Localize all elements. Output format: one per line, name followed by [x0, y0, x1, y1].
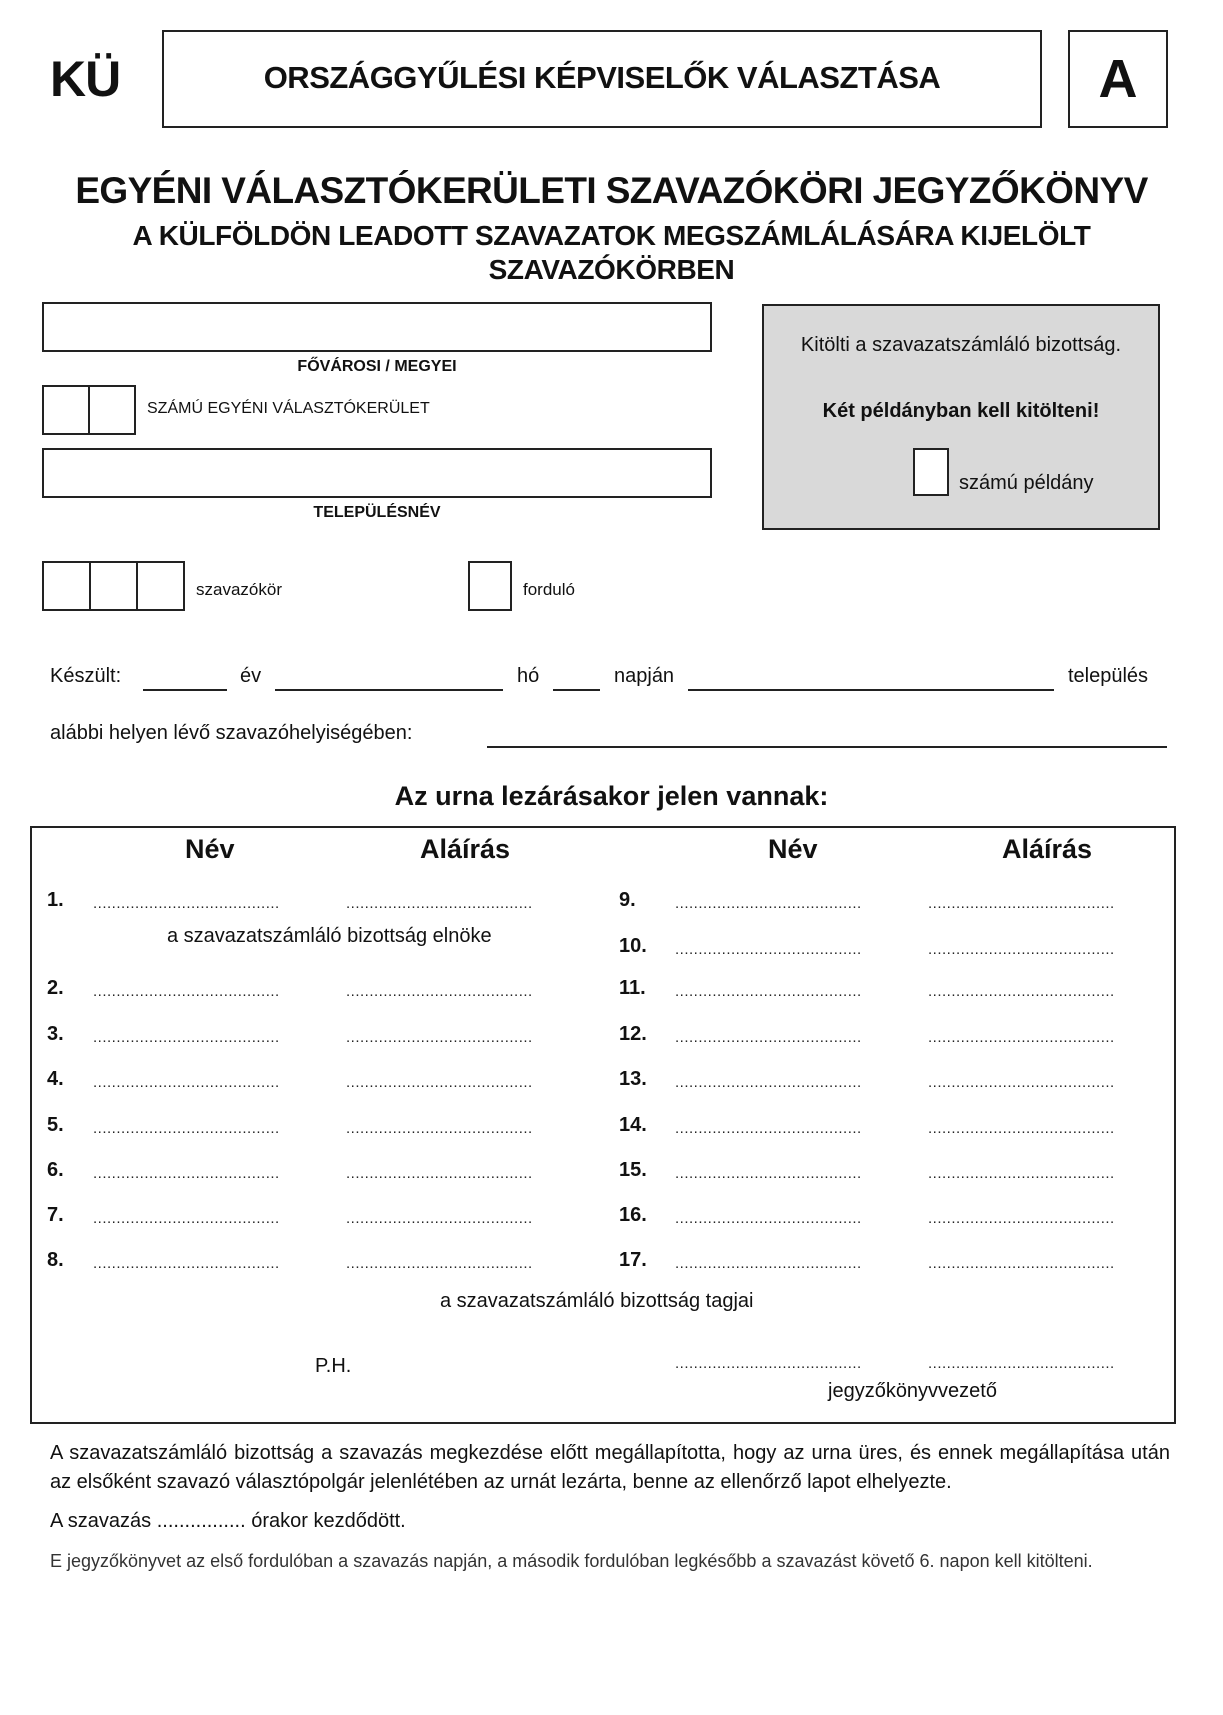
- doc-subtitle-1: A KÜLFÖLDÖN LEADOTT SZAVAZATOK MEGSZÁMLÁLÁSÁRA KIJELÖLT: [132, 220, 1091, 251]
- district-digit-1[interactable]: [42, 385, 90, 435]
- made-prefix: Készült:: [50, 665, 122, 687]
- precinct-digit-1[interactable]: [42, 561, 91, 611]
- left-name-dots[interactable]: ........................................: [93, 1029, 280, 1046]
- start-prefix: A szavazás: [50, 1510, 152, 1532]
- right-name-dots[interactable]: ........................................: [675, 1210, 862, 1227]
- copy-label: számú példány: [959, 472, 1094, 494]
- precinct-label: szavazókör: [196, 580, 282, 599]
- right-name-dots[interactable]: ........................................: [675, 941, 862, 958]
- right-signature-dots[interactable]: ........................................: [928, 1120, 1115, 1137]
- doc-title: EGYÉNI VÁLASZTÓKERÜLETI SZAVAZÓKÖRI JEGYZŐKÖNYV: [75, 170, 1148, 211]
- recorder-signature-dots[interactable]: ........................................: [928, 1355, 1115, 1372]
- left-signature-dots[interactable]: ........................................: [346, 1029, 533, 1046]
- page-title: ORSZÁGGYŰLÉSI KÉPVISELŐK VÁLASZTÁSA: [263, 60, 941, 95]
- left-name-dots[interactable]: ........................................: [93, 1255, 280, 1272]
- name-header-left: Név: [185, 834, 235, 864]
- month-blank[interactable]: [275, 689, 503, 691]
- left-signature-dots[interactable]: ........................................: [346, 1210, 533, 1227]
- left-name-dots[interactable]: ........................................: [93, 1120, 280, 1137]
- day-label: napján: [614, 665, 675, 687]
- right-name-dots[interactable]: ........................................: [675, 1029, 862, 1046]
- copy-number-box[interactable]: [913, 448, 949, 496]
- precinct-digit-2[interactable]: [89, 561, 138, 611]
- right-signature-dots[interactable]: ........................................: [928, 941, 1115, 958]
- right-row-number: 17.: [619, 1249, 647, 1271]
- settlement-word: település: [1068, 665, 1149, 687]
- right-name-dots[interactable]: ........................................: [675, 1255, 862, 1272]
- right-row-number: 16.: [619, 1204, 647, 1226]
- left-row-number: 6.: [47, 1159, 64, 1181]
- right-row-number: 14.: [619, 1114, 647, 1136]
- right-signature-dots[interactable]: ........................................: [928, 1255, 1115, 1272]
- settlement-field[interactable]: [42, 448, 712, 498]
- round-label: forduló: [523, 580, 575, 599]
- left-name-dots[interactable]: ........................................: [93, 895, 280, 912]
- left-signature-dots[interactable]: ........................................: [346, 1255, 533, 1272]
- form-code: KÜ: [50, 51, 121, 107]
- name-header-right: Név: [768, 834, 818, 864]
- footer-paragraph: A szavazatszámláló bizottság a szavazás megkezdése előtt megállapította, hogy az urna üres, és ennek megállapítása után az elsőként szavazó választópolgár jelenlétében az urnát lezárta, benne az ellenőrző lapot elhelyezte.: [50, 1442, 1170, 1493]
- info-line-2: Két példányban kell kitölteni!: [822, 400, 1100, 422]
- left-name-dots[interactable]: ........................................: [93, 1210, 280, 1227]
- right-name-dots[interactable]: ........................................: [675, 1165, 862, 1182]
- right-row-number: 11.: [619, 977, 646, 999]
- left-signature-dots[interactable]: ........................................: [346, 983, 533, 1000]
- day-blank[interactable]: [553, 689, 600, 691]
- month-label: hó: [517, 665, 540, 687]
- right-row-number: 9.: [619, 889, 636, 911]
- signature-header-left: Aláírás: [420, 834, 511, 864]
- signature-header-right: Aláírás: [1002, 834, 1093, 864]
- left-row-number: 3.: [47, 1023, 64, 1045]
- variant-letter: A: [1098, 49, 1138, 109]
- right-signature-dots[interactable]: ........................................: [928, 983, 1115, 1000]
- left-signature-dots[interactable]: ........................................: [346, 1165, 533, 1182]
- left-signature-dots[interactable]: ........................................: [346, 895, 533, 912]
- left-row-number: 5.: [47, 1114, 64, 1136]
- county-label: FŐVÁROSI / MEGYEI: [297, 358, 457, 375]
- right-name-dots[interactable]: ........................................: [675, 1074, 862, 1091]
- left-row-number: 8.: [47, 1249, 64, 1271]
- recorder-caption: jegyzőkönyvvezető: [828, 1380, 997, 1402]
- start-time-line: [50, 1510, 406, 1533]
- right-row-number: 13.: [619, 1068, 647, 1090]
- district-digit-2[interactable]: [88, 385, 136, 435]
- stamp-label: P.H.: [315, 1355, 352, 1377]
- chair-caption: a szavazatszámláló bizottság elnöke: [167, 925, 492, 947]
- start-suffix: órakor kezdődött.: [251, 1510, 406, 1532]
- place-blank[interactable]: [487, 746, 1167, 748]
- doc-subtitle-2: SZAVAZÓKÖRBEN: [488, 254, 735, 285]
- left-row-number: 4.: [47, 1068, 64, 1090]
- members-caption: a szavazatszámláló bizottság tagjai: [440, 1290, 754, 1312]
- left-row-number: 7.: [47, 1204, 64, 1226]
- right-name-dots[interactable]: ........................................: [675, 983, 862, 1000]
- year-blank[interactable]: [143, 689, 227, 691]
- county-field[interactable]: [42, 302, 712, 352]
- right-signature-dots[interactable]: ........................................: [928, 1074, 1115, 1091]
- left-row-number: 1.: [47, 889, 64, 911]
- settlement-label: TELEPÜLÉSNÉV: [313, 504, 441, 521]
- right-row-number: 10.: [619, 935, 647, 957]
- right-signature-dots[interactable]: ........................................: [928, 1029, 1115, 1046]
- info-line-1: Kitölti a szavazatszámláló bizottság.: [800, 334, 1122, 356]
- right-signature-dots[interactable]: ........................................: [928, 895, 1115, 912]
- left-signature-dots[interactable]: ........................................: [346, 1120, 533, 1137]
- settlement-blank[interactable]: [688, 689, 1054, 691]
- left-name-dots[interactable]: ........................................: [93, 1165, 280, 1182]
- right-row-number: 12.: [619, 1023, 647, 1045]
- left-name-dots[interactable]: ........................................: [93, 983, 280, 1000]
- right-signature-dots[interactable]: ........................................: [928, 1165, 1115, 1182]
- start-time-dots[interactable]: ................: [156, 1510, 246, 1532]
- footer-note: E jegyzőkönyvet az első fordulóban a szavazás napján, a második fordulóban legkésőbb a szavazást követő 6. napon kell kitölteni.: [50, 1551, 1093, 1571]
- district-label: SZÁMÚ EGYÉNI VÁLASZTÓKERÜLET: [147, 400, 430, 417]
- left-row-number: 2.: [47, 977, 64, 999]
- right-row-number: 15.: [619, 1159, 647, 1181]
- presence-title: Az urna lezárásakor jelen vannak:: [394, 781, 829, 811]
- right-signature-dots[interactable]: ........................................: [928, 1210, 1115, 1227]
- left-name-dots[interactable]: ........................................: [93, 1074, 280, 1091]
- right-name-dots[interactable]: ........................................: [675, 895, 862, 912]
- precinct-digit-3[interactable]: [136, 561, 185, 611]
- year-label: év: [240, 665, 262, 687]
- right-name-dots[interactable]: ........................................: [675, 1120, 862, 1137]
- round-box[interactable]: [468, 561, 512, 611]
- place-label: alábbi helyen lévő szavazóhelyiségében:: [50, 722, 413, 744]
- left-signature-dots[interactable]: ........................................: [346, 1074, 533, 1091]
- recorder-name-dots[interactable]: ........................................: [675, 1355, 862, 1372]
